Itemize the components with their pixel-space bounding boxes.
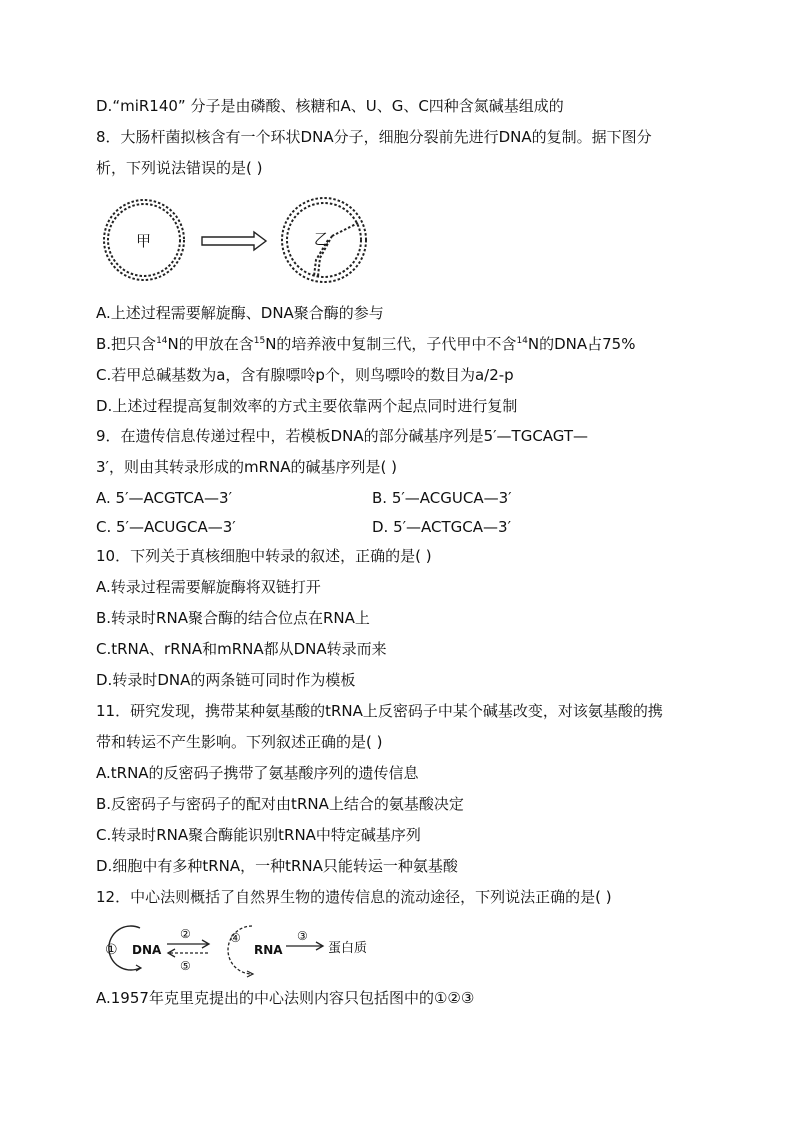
q9-option-a: A. 5′—ACGTCA—3′: [96, 489, 233, 507]
q12-option-a: A.1957年克里克提出的中心法则内容只包括图中的①②③: [96, 989, 475, 1007]
q11-stem-line1: 11．研究发现，携带某种氨基酸的tRNA上反密码子中某个碱基改变，对该氨基酸的携: [96, 702, 663, 720]
q10-option-d: D.转录时DNA的两条链可同时作为模板: [96, 671, 356, 689]
q8-option-d: D.上述过程提高复制效率的方式主要依靠两个起点同时进行复制: [96, 397, 518, 415]
q11-option-c: C.转录时RNA聚合酶能识别tRNA中特定碱基序列: [96, 826, 421, 844]
q10-option-c: C.tRNA、rRNA和mRNA都从DNA转录而来: [96, 640, 387, 658]
q11-option-a: A.tRNA的反密码子携带了氨基酸序列的遗传信息: [96, 764, 419, 782]
q11-option-d: D.细胞中有多种tRNA，一种tRNA只能转运一种氨基酸: [96, 857, 458, 875]
q7-option-d: D.“miR140” 分子是由磷酸、核糖和A、U、G、C四种含氮碱基组成的: [96, 97, 564, 115]
label-1: ①: [105, 942, 118, 958]
q8-replication-diagram: [96, 196, 376, 286]
label-4: ④: [230, 931, 241, 945]
q8-option-c: C.若甲总碱基数为a，含有腺嘌呤p个，则鸟嘌呤的数目为a/2-p: [96, 366, 514, 384]
q8-option-a: A.上述过程需要解旋酶、DNA聚合酶的参与: [96, 304, 384, 322]
hollow-arrow: [202, 232, 266, 250]
q10-option-b: B.转录时RNA聚合酶的结合位点在RNA上: [96, 609, 370, 627]
q10-option-a: A.转录过程需要解旋酶将双链打开: [96, 578, 321, 596]
q9-option-d: D. 5′—ACTGCA—3′: [372, 518, 511, 536]
label-dna: DNA: [132, 943, 162, 957]
label-2: ②: [180, 927, 191, 941]
q9-stem-line1: 9．在遗传信息传递过程中，若模板DNA的部分碱基序列是5′—TGCAGT—: [96, 427, 589, 445]
circle-yi: [282, 198, 366, 282]
label-protein: 蛋白质: [328, 941, 368, 956]
label-jia: 甲: [136, 232, 152, 250]
q11-stem-line2: 带和转运不产生影响。下列叙述正确的是( ): [96, 733, 383, 751]
q8-option-b: B.把只含$^{14}$N的甲放在含$^{15}$N的培养液中复制三代，子代甲中不含$^{14}$N的DNA占75%: [96, 335, 636, 353]
q9-option-b: B. 5′—ACGUCA—3′: [372, 489, 512, 507]
label-5: ⑤: [180, 959, 191, 973]
q10-stem: 10．下列关于真核细胞中转录的叙述，正确的是( ): [96, 547, 432, 565]
q8-stem-line1: 8．大肠杆菌拟核含有一个环状DNA分子，细胞分裂前先进行DNA的复制。据下图分: [96, 128, 652, 146]
q11-option-b: B.反密码子与密码子的配对由tRNA上结合的氨基酸决定: [96, 795, 464, 813]
q9-stem-line2: 3′，则由其转录形成的mRNA的碱基序列是( ): [96, 458, 397, 476]
label-3: ③: [297, 929, 308, 943]
label-yi: 乙: [314, 230, 330, 248]
circle-jia: [104, 200, 184, 280]
q8-stem-line2: 析，下列说法错误的是( ): [96, 159, 263, 177]
central-dogma-diagram: [96, 918, 386, 978]
q9-option-c: C. 5′—ACUGCA—3′: [96, 518, 236, 536]
q12-stem: 12．中心法则概括了自然界生物的遗传信息的流动途径，下列说法正确的是( ): [96, 888, 612, 906]
label-rna: RNA: [254, 943, 283, 957]
